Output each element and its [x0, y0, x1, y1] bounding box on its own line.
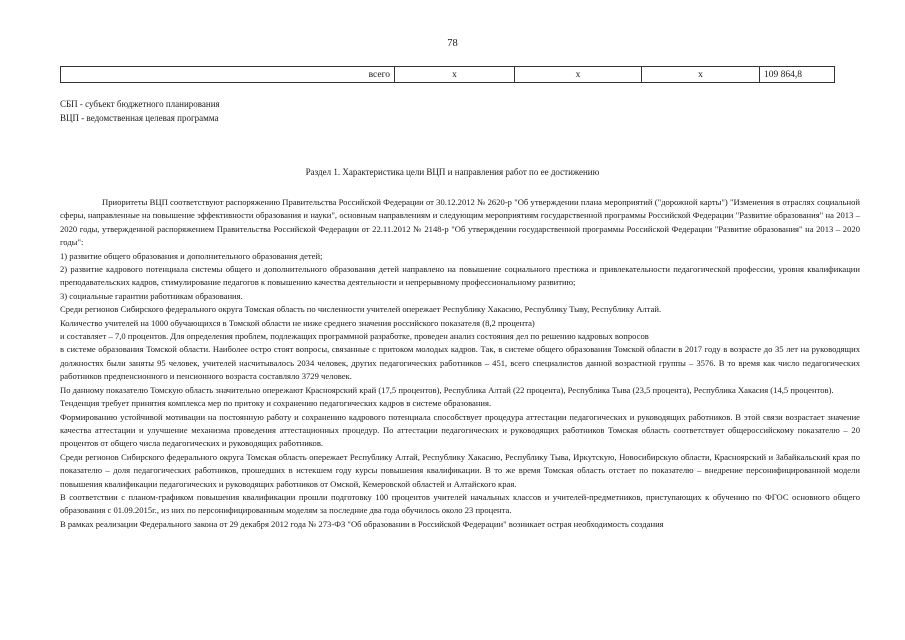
totals-table [60, 66, 835, 83]
table-cell: x [395, 67, 515, 83]
paragraph: Формированию устойчивой мотивации на постоянную работу и сохранению кадрового потенциала способствует процедура аттестации педагогических и руководящих работников. В этой связи возрастает значение качества аттестации и улучшение механизма проведения аттестационных процедур. По аттестации педагогических и руководящих работников Томская область соответствует общероссийскому показателю – 20 процентов от общего числа педагогических и руководящих работников. [60, 411, 860, 449]
paragraph: и составляет – 7,0 процентов. Для определения проблем, подлежащих программной разработке, проведен анализ состояния дел по решению кадровых вопросов [60, 331, 649, 342]
paragraph: Среди регионов Сибирского федерального округа Томская область опережает Республику Алтай, Республику Хакасию, Республику Тыва, Иркутскую, Новосибирскую области, Красноярский и Забайкальский края по показателю – доля педагогических работников, прошедших в истекшем году курсы повышения квалификации. В то же время Томская область отстает по показателю – внедрение персонифицированной модели повышения квалификации педагогических и руководящих работников от Омской, Кемеровской областей и Алтайского края. [60, 451, 860, 489]
body-text [60, 196, 860, 531]
abbreviation-item: ВЦП - ведомственная целевая программа [60, 113, 219, 123]
section-title: Раздел 1. Характеристика цели ВЦП и направления работ по ее достижению [305, 167, 600, 177]
total-label-cell: всего [61, 67, 395, 83]
paragraph: Тенденция требует принятия комплекса мер по притоку и сохранению педагогических кадров в системе образования. [60, 398, 492, 409]
paragraph: В рамках реализации Федерального закона от 29 декабря 2012 года № 273-ФЗ "Об образовании в Российской Федерации" возникает острая необходимость создания [60, 518, 664, 529]
paragraph: Количество учителей на 1000 обучающихся в Томской области не ниже среднего значения российского показателя (8,2 процента) [60, 317, 535, 328]
paragraph: 1) развитие общего образования и дополнительного образования детей; [60, 250, 323, 261]
table-cell: x [515, 67, 642, 83]
paragraph: Среди регионов Сибирского федерального округа Томская область по численности учителей опережает Республику Хакасию, Республику Тыву, Республику Алтай. [60, 304, 662, 315]
table-cell: x [642, 67, 760, 83]
total-value-cell: 109 864,8 [760, 67, 835, 83]
paragraph: 2) развитие кадрового потенциала системы общего и дополнительного образования детей направлено на повышение социального престижа и привлекательности педагогической профессии, уровня квалификации преподавательских кадров, стимулирование педагогов к повышению качества деятельности и непрерывному профессиональному развитию; [60, 264, 860, 288]
abbreviation-item: СБП - субъект бюджетного планирования [60, 99, 220, 109]
table-row [61, 67, 835, 83]
paragraph: По данному показателю Томскую область значительно опережают Красноярский край (17,5 процентов), Республика Алтай (22 процента), Республика Тыва (23,5 процента), Республика Хакасия (14,5 процентов). [60, 384, 834, 395]
paragraph: в системе образования Томской области. Наиболее остро стоят вопросы, связанные с притоком молодых кадров. Так, в системе общего образования Томской области в 2017 году в возрасте до 35 лет на руководящих должностях были заняты 95 человек, учителей насчитывалось 2034 человек, других педагогических работников – 451, всего специалистов данной возрастной группы – 3576. В то время как число педагогических работников предпенсионного и пенсионного возраста составляло 3729 человек. [60, 344, 860, 382]
paragraph: 3) социальные гарантии работникам образования. [60, 290, 243, 301]
paragraph: В соответствии с планом-графиком повышения квалификации прошли подготовку 100 процентов учителей начальных классов и учителей-предметников, приступающих к обучению по ФГОС основного общего образования с 01.09.2015г., из них по персонифицированным моделям за последние два года обучилось около 23 процента. [60, 491, 860, 516]
page-number: 78 [447, 38, 458, 49]
paragraph: Приоритеты ВЦП соответствуют распоряжению Правительства Российской Федерации от 30.12.2012 № 2620-р "Об утверждении плана мероприятий ("дорожной карты") "Изменения в отраслях социальной сферы, направленные на повышение эффективности образования и науки", основным направлениям и следующим мероприятиям государственной программы Российской Федерации "Развитие образования" на 2013 – 2020 годы, утвержденной распоряжением Правительства Российской Федерации от 22.11.2012 № 2148-р "Об утверждении государственной программы Российской Федерации "Развитие образования" на 2013 – 2020 годы": [60, 197, 860, 248]
